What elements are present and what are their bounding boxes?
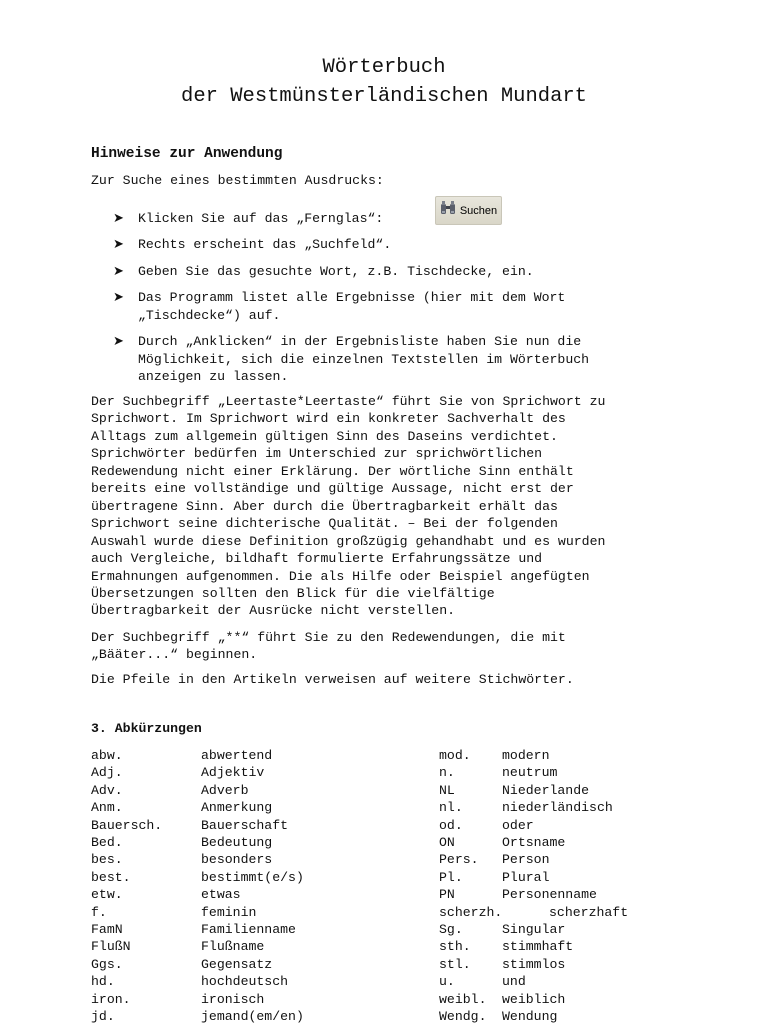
- abbreviation-meaning: etwas: [201, 887, 241, 903]
- abbreviation-term: Pl.: [439, 869, 463, 885]
- abbreviations-heading: 3. Abkürzungen: [91, 721, 202, 736]
- abbreviation-meaning: Person: [502, 852, 550, 868]
- paragraph-line: „Bääter...“ beginnen.: [91, 647, 258, 663]
- instruction-text: Durch „Anklicken“ in der Ergebnisliste haben Sie nun die: [138, 334, 582, 349]
- paragraph-line: Sprichwort. Im Sprichwort wird ein konkreter Sachverhalt des: [91, 411, 566, 427]
- abbreviation-term: FamN: [91, 922, 123, 937]
- intro-text: Zur Suche eines bestimmten Ausdrucks:: [91, 173, 384, 188]
- abbreviation-meaning: ironisch: [201, 991, 265, 1007]
- abbreviation-term: weibl.: [439, 991, 487, 1007]
- paragraph-line: Auswahl wurde diese Definition großzügig gehandhabt und es wurden: [91, 533, 606, 549]
- abbreviation-meaning: Ortsname: [502, 835, 566, 850]
- abbreviation-meaning: stimmhaft: [502, 939, 574, 955]
- section-heading: Hinweise zur Anwendung: [91, 146, 283, 162]
- abbreviation-term: FlußN: [91, 939, 131, 955]
- instruction-text: „Tischdecke“) auf.: [138, 307, 281, 323]
- bullet-arrow-icon: ➤: [113, 290, 124, 305]
- abbreviation-meaning: scherzhaft: [549, 904, 629, 920]
- abbreviation-term: bes.: [91, 852, 123, 868]
- abbreviation-meaning: abwertend: [201, 748, 273, 763]
- abbreviation-meaning: Singular: [502, 922, 566, 937]
- paragraph-line: Der Suchbegriff „Leertaste*Leertaste“ führt Sie von Sprichwort zu: [91, 394, 606, 409]
- abbreviation-meaning: Bedeutung: [201, 835, 273, 850]
- abbreviation-meaning: stimmlos: [502, 956, 566, 972]
- abbreviation-meaning: besonders: [201, 852, 273, 868]
- abbreviation-term: etw.: [91, 887, 123, 903]
- paragraph-line: Übertragbarkeit der Ausrücke nicht verstellen.: [91, 603, 456, 619]
- abbreviation-term: nl.: [439, 800, 463, 816]
- abbreviation-term: iron.: [91, 991, 131, 1007]
- abbreviation-term: ON: [439, 835, 455, 850]
- bullet-arrow-icon: ➤: [113, 334, 124, 349]
- paragraph-line: Redewendung nicht einer Erklärung. Der wörtliche Sinn enthält: [91, 463, 574, 479]
- abbreviation-meaning: modern: [502, 748, 550, 763]
- abbreviation-term: jd.: [91, 1009, 115, 1024]
- document-title-line1: Wörterbuch: [322, 56, 446, 79]
- abbreviation-term: NL: [439, 782, 455, 798]
- paragraph-line: Sprichwort seine dichterische Qualität. – Bei der folgenden: [91, 516, 558, 532]
- abbreviation-meaning: hochdeutsch: [201, 974, 289, 990]
- abbreviation-meaning: Plural: [502, 869, 550, 885]
- bullet-arrow-icon: ➤: [113, 264, 124, 279]
- abbreviation-term: best.: [91, 869, 131, 885]
- binoculars-icon: [440, 200, 456, 221]
- bullet-arrow-icon: ➤: [113, 237, 124, 252]
- paragraph-line: übertragene Sinn. Aber durch die Übertragbarkeit erhält das: [91, 498, 558, 514]
- search-button-label: Suchen: [459, 204, 498, 217]
- abbreviation-term: Bauersch.: [91, 817, 163, 833]
- abbreviation-meaning: Flußname: [201, 939, 265, 955]
- abbreviation-meaning: Wendung: [502, 1009, 558, 1024]
- abbreviation-term: scherzh.: [439, 904, 503, 920]
- abbreviation-term: Pers.: [439, 852, 479, 868]
- instruction-text: Möglichkeit, sich die einzelnen Textstellen im Wörterbuch: [138, 351, 590, 367]
- abbreviation-meaning: Adjektiv: [201, 765, 265, 781]
- abbreviation-term: Wendg.: [439, 1009, 487, 1024]
- search-button[interactable]: [435, 196, 502, 225]
- abbreviation-meaning: weiblich: [502, 991, 566, 1007]
- paragraph-line: bereits eine vollständige und gültige Aussage, nicht erst der: [91, 481, 574, 497]
- abbreviation-term: n.: [439, 765, 455, 781]
- instruction-text: Das Programm listet alle Ergebnisse (hier mit dem Wort: [138, 290, 566, 305]
- instruction-text: anzeigen zu lassen.: [138, 369, 289, 385]
- abbreviation-term: od.: [439, 817, 463, 833]
- abbreviation-meaning: Familienname: [201, 922, 296, 937]
- paragraph-line: Sprichwörter bedürfen im Unterschied zur sprichwörtlichen: [91, 446, 543, 462]
- abbreviation-term: Adj.: [91, 765, 123, 781]
- abbreviation-term: PN: [439, 887, 455, 903]
- abbreviation-meaning: neutrum: [502, 765, 558, 781]
- paragraph-line: auch Vergleiche, bildhaft formulierte Erfahrungssätze und: [91, 551, 543, 567]
- paragraph-line: Übersetzungen sollten den Blick für die vielfältige: [91, 585, 495, 601]
- document-title-line2: der Westmünsterländischen Mundart: [181, 85, 587, 108]
- bullet-arrow-icon: ➤: [113, 211, 124, 226]
- paragraph-line: Der Suchbegriff „**“ führt Sie zu den Redewendungen, die mit: [91, 630, 566, 645]
- paragraph-line: Alltags zum allgemein gültigen Sinn des Daseins verdichtet.: [91, 428, 558, 444]
- abbreviation-term: Sg.: [439, 922, 463, 937]
- paragraph-arrows: Die Pfeile in den Artikeln verweisen auf weitere Stichwörter.: [91, 672, 574, 687]
- instruction-text: Geben Sie das gesuchte Wort, z.B. Tischdecke, ein.: [138, 264, 534, 279]
- abbreviation-meaning: bestimmt(e/s): [201, 869, 304, 885]
- abbreviation-meaning: Personenname: [502, 887, 597, 903]
- abbreviation-term: hd.: [91, 974, 115, 990]
- abbreviation-term: abw.: [91, 748, 123, 763]
- abbreviation-meaning: oder: [502, 817, 534, 833]
- paragraph-line: Ermahnungen aufgenommen. Die als Hilfe oder Beispiel angefügten: [91, 568, 590, 584]
- instruction-text: Rechts erscheint das „Suchfeld“.: [138, 237, 392, 252]
- abbreviation-term: Ggs.: [91, 956, 123, 972]
- abbreviation-meaning: jemand(em/en): [201, 1009, 304, 1024]
- abbreviation-term: mod.: [439, 748, 471, 763]
- abbreviation-term: stl.: [439, 956, 471, 972]
- abbreviation-term: Adv.: [91, 782, 123, 798]
- abbreviation-meaning: niederländisch: [502, 800, 613, 816]
- abbreviation-term: f.: [91, 904, 107, 920]
- abbreviation-meaning: und: [502, 974, 526, 990]
- abbreviation-meaning: Gegensatz: [201, 956, 273, 972]
- abbreviation-term: Bed.: [91, 835, 123, 850]
- abbreviation-term: u.: [439, 974, 455, 990]
- abbreviation-meaning: Niederlande: [502, 782, 590, 798]
- abbreviation-meaning: feminin: [201, 904, 257, 920]
- abbreviation-meaning: Adverb: [201, 782, 249, 798]
- abbreviation-meaning: Bauerschaft: [201, 817, 289, 833]
- instruction-text: Klicken Sie auf das „Fernglas“:: [138, 211, 384, 226]
- abbreviation-term: Anm.: [91, 800, 123, 816]
- abbreviation-term: sth.: [439, 939, 471, 955]
- abbreviation-meaning: Anmerkung: [201, 800, 273, 816]
